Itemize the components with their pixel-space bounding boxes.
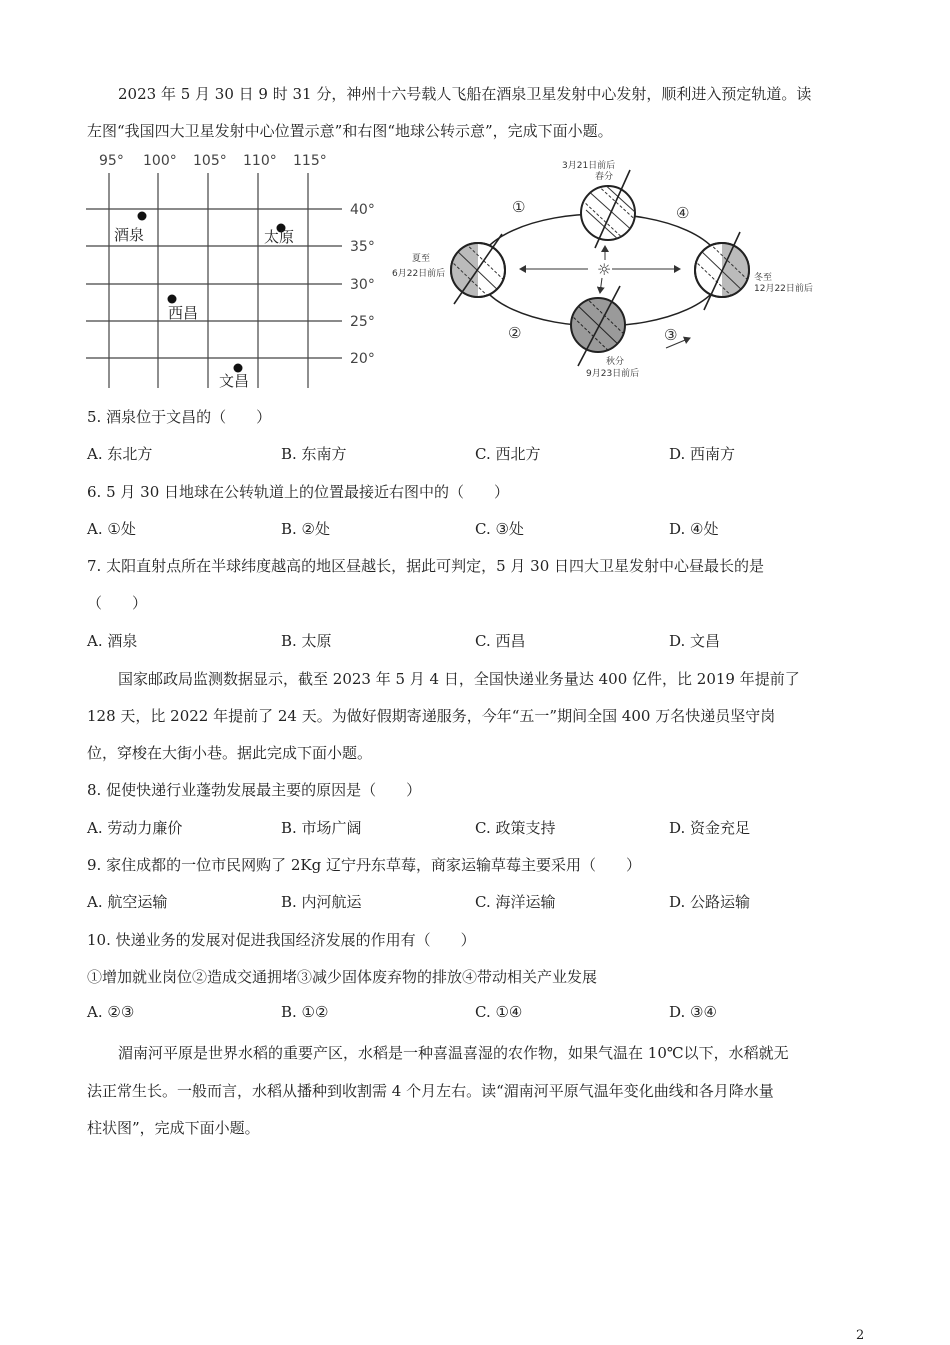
q10-stem: 10. 快递业务的发展对促进我国经济发展的作用有（ ） — [87, 931, 476, 949]
q5-option-d[interactable]: D. 西南方 — [669, 445, 736, 463]
q7-stem: 7. 太阳直射点所在半球纬度越高的地区昼越长，据此可判定，5 月 30 日四大卫星发射中心昼最长的是 — [87, 557, 765, 575]
q10-items: ①增加就业岗位②造成交通拥堵③减少固体废弃物的排放④带动相关产业发展 — [87, 968, 598, 986]
q7-option-a[interactable]: A. 酒泉 — [87, 632, 138, 650]
q9-option-b[interactable]: B. 内河航运 — [281, 893, 362, 911]
q6-stem: 6. 5 月 30 日地球在公转轨道上的位置最接近右图中的（ ） — [87, 483, 510, 501]
passage1-line2: 左图“我国四大卫星发射中心位置示意”和右图“地球公转示意”，完成下面小题。 — [87, 122, 613, 140]
q10-option-b[interactable]: B. ①② — [281, 1003, 329, 1021]
taiyuan-label: 太原 — [264, 228, 295, 246]
q8-option-d[interactable]: D. 资金充足 — [669, 819, 751, 837]
q7-option-c[interactable]: C. 西昌 — [475, 632, 526, 650]
jiuquan-label: 酒泉 — [114, 226, 145, 244]
q5-option-a[interactable]: A. 东北方 — [87, 445, 153, 463]
lat-label-35: 35° — [350, 239, 375, 255]
lat-label-40: 40° — [350, 202, 375, 218]
q9-option-a[interactable]: A. 航空运输 — [87, 893, 168, 911]
q10-option-c[interactable]: C. ①④ — [475, 1003, 523, 1021]
passage2-line1: 国家邮政局监测数据显示，截至 2023 年 5 月 4 日，全国快递业务量达 400 亿件，比 2019 年提前了 — [118, 670, 800, 688]
q8-option-c[interactable]: C. 政策支持 — [475, 819, 556, 837]
position-marker-3: ③ — [664, 326, 678, 344]
xichang-marker — [168, 295, 177, 304]
q9-option-d[interactable]: D. 公路运输 — [669, 893, 751, 911]
q5-option-b[interactable]: B. 东南方 — [281, 445, 347, 463]
earth-autumn-equinox — [570, 286, 626, 366]
q7-option-d[interactable]: D. 文昌 — [669, 632, 721, 650]
passage1-line1: 2023 年 5 月 30 日 9 时 31 分，神州十六号载人飞船在酒泉卫星发射中心发射，顺利进入预定轨道。读 — [118, 85, 812, 103]
passage3-line1: 湄南河平原是世界水稻的重要产区，水稻是一种喜温喜湿的农作物，如果气温在 10℃以下，水稻就无 — [118, 1044, 789, 1062]
q9-stem: 9. 家住成都的一位市民网购了 2Kg 辽宁丹东草莓，商家运输草莓主要采用（ ） — [87, 856, 641, 874]
lat-label-25: 25° — [350, 314, 375, 330]
winter-term-label: 冬至 — [754, 273, 773, 283]
position-marker-2: ② — [508, 324, 522, 342]
lon-label-115: 115° — [293, 153, 327, 169]
wenchang-label: 文昌 — [219, 372, 250, 390]
summer-date-label: 6月22日前后 — [392, 269, 446, 279]
lon-label-95: 95° — [99, 153, 124, 169]
spring-date-label: 3月21日前后 — [562, 161, 616, 171]
jiuquan-marker — [138, 212, 147, 221]
q7-option-b[interactable]: B. 太原 — [281, 632, 332, 650]
q6-option-a[interactable]: A. ①处 — [87, 520, 136, 538]
position-marker-1: ① — [512, 198, 526, 216]
q9-option-c[interactable]: C. 海洋运输 — [475, 893, 556, 911]
autumn-term-label: 秋分 — [606, 357, 625, 367]
q5-option-c[interactable]: C. 西北方 — [475, 445, 541, 463]
autumn-date-label: 9月23日前后 — [586, 369, 640, 379]
q6-option-b[interactable]: B. ②处 — [281, 520, 331, 538]
xichang-label: 西昌 — [168, 304, 199, 322]
spring-term-label: 春分 — [595, 172, 614, 182]
lon-label-105: 105° — [193, 153, 227, 169]
q8-stem: 8. 促使快递行业蓬勃发展最主要的原因是（ ） — [87, 781, 422, 799]
earth-revolution-diagram — [390, 148, 840, 388]
earth-summer-solstice — [450, 234, 506, 304]
q8-option-a[interactable]: A. 劳动力廉价 — [87, 819, 183, 837]
q6-option-c[interactable]: C. ③处 — [475, 520, 524, 538]
earth-winter-solstice — [694, 232, 750, 310]
lon-label-100: 100° — [143, 153, 177, 169]
q6-option-d[interactable]: D. ④处 — [669, 520, 719, 538]
summer-term-label: 夏至 — [412, 254, 431, 264]
lat-label-20: 20° — [350, 351, 375, 367]
passage3-line2: 法正常生长。一般而言，水稻从播种到收割需 4 个月左右。读“湄南河平原气温年变化曲线和各月降水量 — [87, 1082, 774, 1100]
q10-option-d[interactable]: D. ③④ — [669, 1003, 717, 1021]
q10-option-a[interactable]: A. ②③ — [87, 1003, 135, 1021]
q7-stem-cont: （ ） — [87, 594, 148, 612]
q8-option-b[interactable]: B. 市场广阔 — [281, 819, 362, 837]
q5-stem: 5. 酒泉位于文昌的（ ） — [87, 408, 272, 426]
position-marker-4: ④ — [676, 204, 690, 222]
lon-label-110: 110° — [243, 153, 277, 169]
sun-ray-down — [600, 278, 602, 293]
launch-center-map — [80, 148, 400, 393]
passage2-line3: 位，穿梭在大街小巷。据此完成下面小题。 — [87, 744, 373, 762]
passage3-line3: 柱状图”，完成下面小题。 — [87, 1119, 260, 1137]
winter-date-label: 12月22日前后 — [754, 284, 813, 294]
lat-label-30: 30° — [350, 277, 375, 293]
page-number: 2 — [856, 1328, 865, 1343]
passage2-line2: 128 天，比 2022 年提前了 24 天。为做好假期寄递服务，今年“五一”期间全国 400 万名快递员坚守岗 — [87, 707, 776, 725]
sun-icon: ☼ — [597, 260, 612, 279]
